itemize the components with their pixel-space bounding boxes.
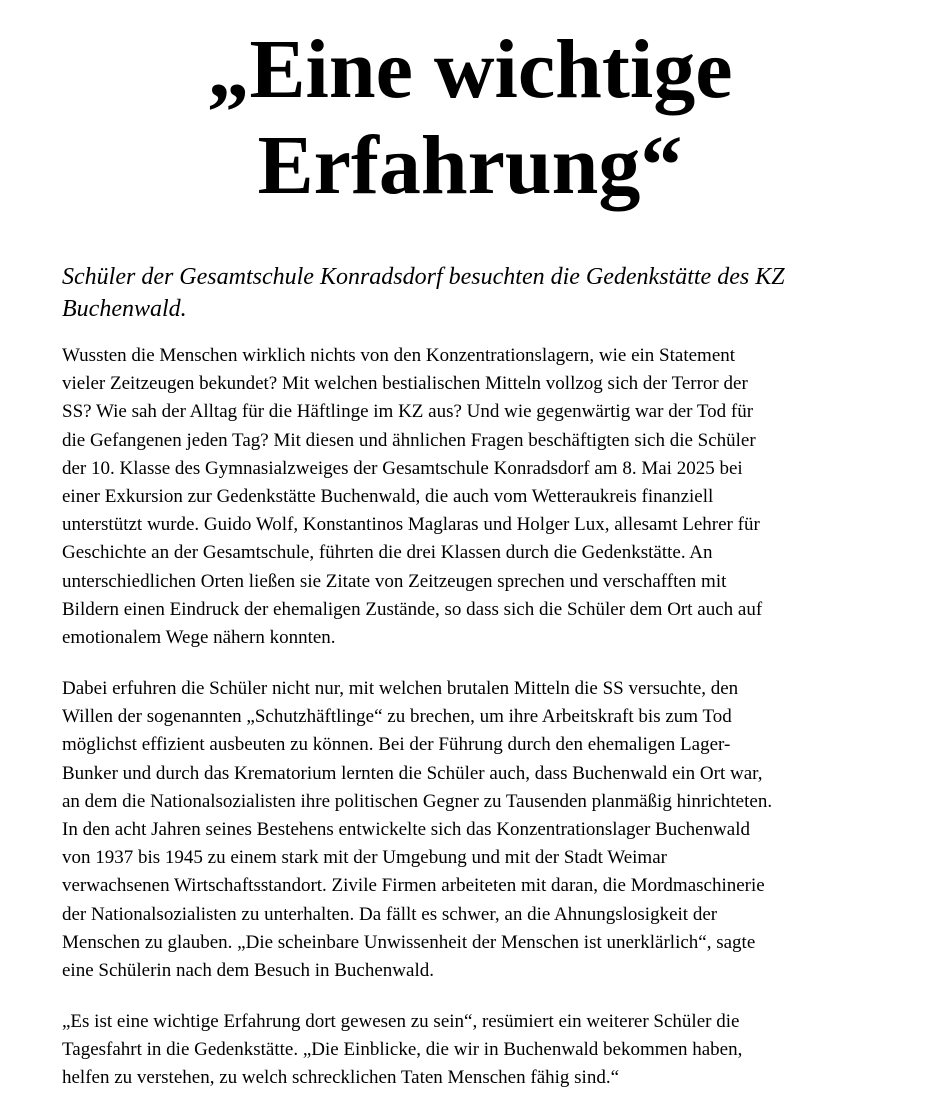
text-line: Menschen zu glauben. „Die scheinbare Unwissenheit der Menschen ist unerklärlich“, sagte [62, 931, 756, 953]
subtitle [62, 261, 882, 325]
text-line: von 1937 bis 1945 zu einem stark mit der Umgebung und mit der Stadt Weimar [62, 847, 667, 869]
headline-line: Erfahrung“ [257, 119, 683, 212]
text-line: Dabei erfuhren die Schüler nicht nur, mit welchen brutalen Mitteln die SS versuchte, den [62, 678, 739, 699]
text-line: emotionalem Wege nähern konnten. [62, 627, 336, 649]
headline [60, 22, 880, 214]
text-line: SS? Wie sah der Alltag für die Häftlinge im KZ aus? Und wie gegenwärtig war der Tod für [62, 401, 754, 423]
text-line: Wussten die Menschen wirklich nichts von den Konzentrationslagern, wie ein Statement [62, 345, 736, 366]
text-line: möglichst effizient ausbeuten zu können. Bei der Führung durch den ehemaligen Lager- [62, 734, 731, 756]
paragraph-2 [62, 675, 902, 985]
text-line: unterschiedlichen Orten ließen sie Zitate von Zeitzeugen sprechen und verschafften mit [62, 570, 727, 592]
text-line: Geschichte an der Gesamtschule, führten die drei Klassen durch die Gedenkstätte. An [62, 542, 713, 564]
text-line: vieler Zeitzeugen bekundet? Mit welchen bestialischen Mitteln vollzog sich der Terror der [62, 373, 748, 395]
text-line: eine Schülerin nach dem Besuch in Buchenwald. [62, 960, 434, 982]
text-line: der Nationalsozialisten zu unterhalten. Da fällt es schwer, an die Ahnungslosigkeit der [62, 903, 718, 925]
text-line: Bunker und durch das Krematorium lernten die Schüler auch, dass Buchenwald ein Ort war, [62, 762, 763, 784]
text-line: In den acht Jahren seines Bestehens entwickelte sich das Konzentrationslager Buchenwald [62, 819, 750, 841]
subtitle-line: Schüler der Gesamtschule Konradsdorf besuchten die Gedenkstätte des KZ [62, 264, 785, 290]
text-line: Tagesfahrt in die Gedenkstätte. „Die Einblicke, die wir in Buchenwald bekommen haben, [62, 1039, 743, 1061]
text-line: die Gefangenen jeden Tag? Mit diesen und ähnlichen Fragen beschäftigten sich die Schüler [62, 429, 756, 451]
text-line: einer Exkursion zur Gedenkstätte Buchenwald, die auch vom Wetteraukreis finanziell [62, 486, 714, 508]
text-line: „Es ist eine wichtige Erfahrung dort gewesen zu sein“, resümiert ein weiterer Schüler die [62, 1011, 740, 1032]
headline-line: „Eine wichtige [207, 23, 733, 116]
text-line: Willen der sogenannten „Schutzhäftlinge“ zu brechen, um ihre Arbeitskraft bis zum Tod [62, 706, 732, 728]
paragraph-3 [62, 1008, 902, 1093]
paragraph-1 [62, 342, 902, 652]
text-line: helfen zu verstehen, zu welch schrecklichen Taten Menschen fähig sind.“ [62, 1067, 620, 1089]
text-line: der 10. Klasse des Gymnasialzweiges der Gesamtschule Konradsdorf am 8. Mai 2025 bei [62, 457, 743, 479]
subtitle-line: Buchenwald. [62, 296, 187, 322]
text-line: Bildern einen Eindruck der ehemaligen Zustände, so dass sich die Schüler dem Ort auch auf [62, 598, 763, 620]
text-line: unterstützt wurde. Guido Wolf, Konstantinos Maglaras und Holger Lux, allesamt Lehrer für [62, 514, 760, 536]
text-line: verwachsenen Wirtschaftsstandort. Zivile Firmen arbeiteten mit daran, die Mordmaschinerie [62, 875, 765, 897]
text-line: an dem die Nationalsozialisten ihre politischen Gegner zu Tausenden planmäßig hinrichteten. [62, 790, 773, 812]
